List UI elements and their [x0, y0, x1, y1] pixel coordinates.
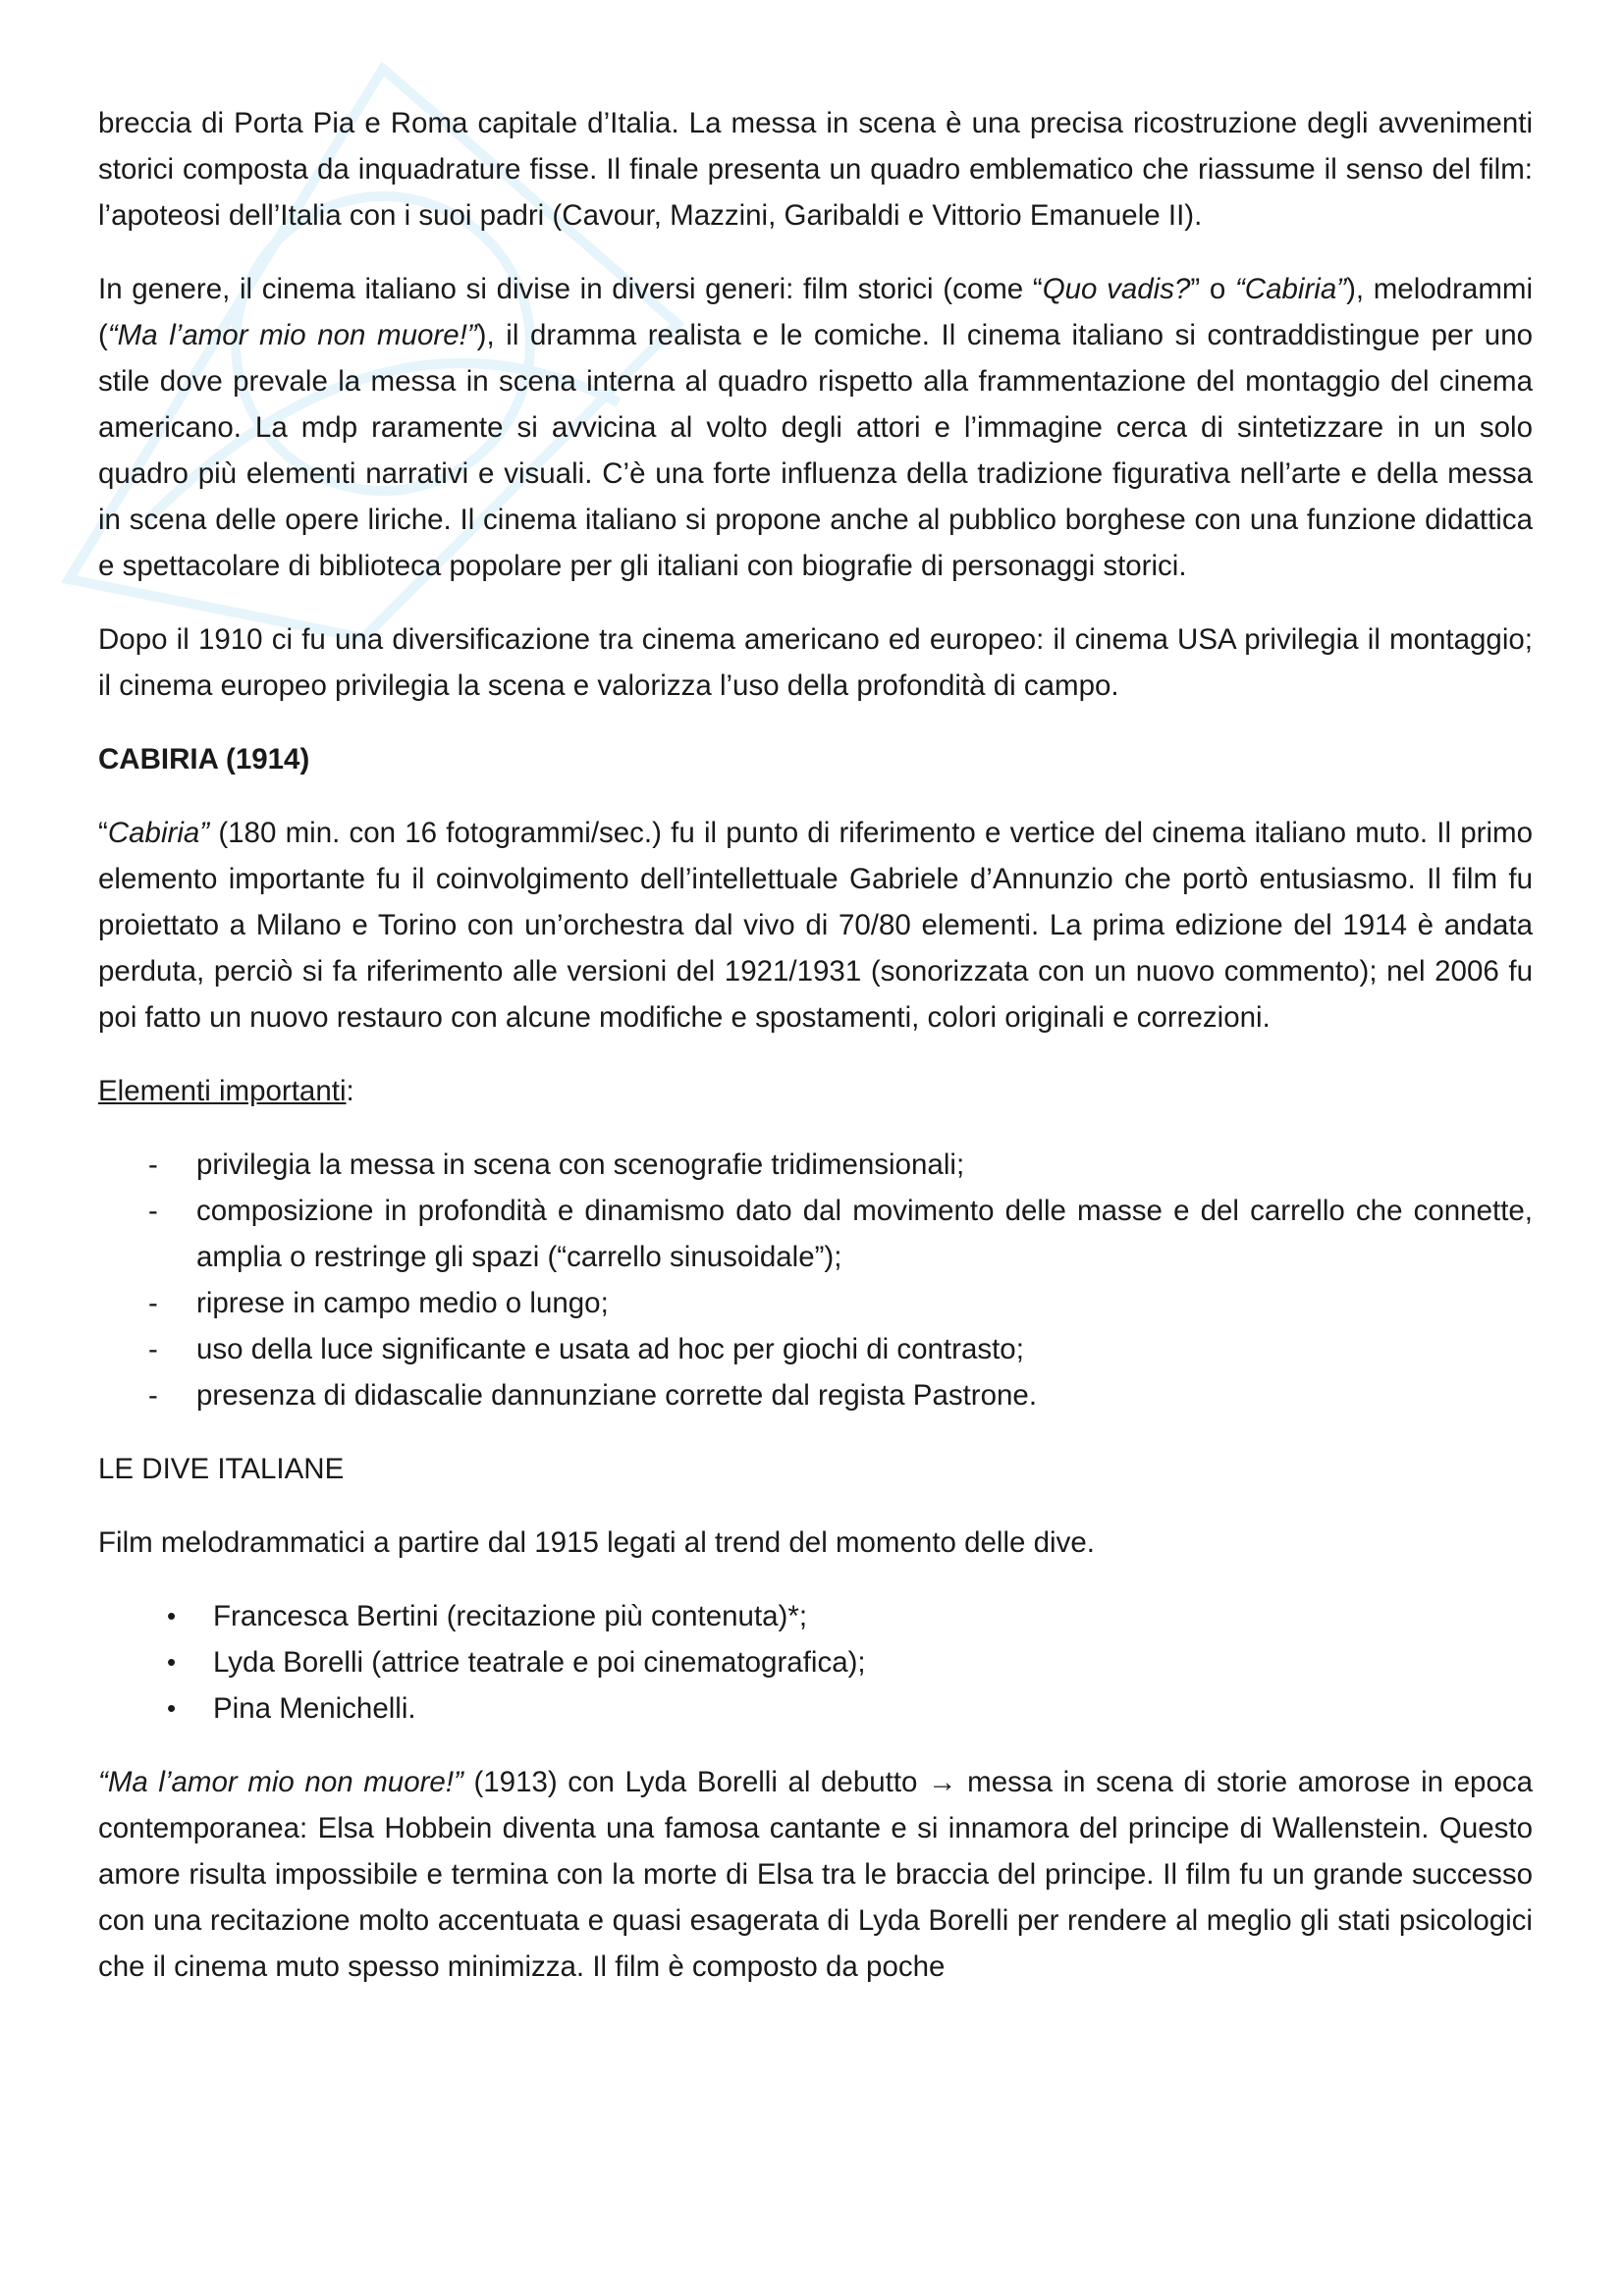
heading-cabiria: CABIRIA (1914)	[98, 743, 310, 775]
title-ma-lamor: “Ma l’amor mio non muore!”	[107, 319, 477, 351]
paragraph-dopo-1910: Dopo il 1910 ci fu una diversificazione tra cinema americano ed europeo: il cinema USA privilegia il montaggio; il cinema europeo privilegia la scena e valorizza l’uso della profondità di campo.	[98, 623, 1533, 702]
list-item: • Lyda Borelli (attrice teatrale e poi cinematografica);	[98, 1639, 1533, 1685]
list-item: - privilegia la messa in scena con scenografie tridimensionali;	[98, 1142, 1533, 1188]
elementi-list	[98, 1142, 1533, 1418]
text-run: In genere, il cinema italiano si divise in diversi generi: film storici (come “	[98, 273, 1043, 305]
list-item: - uso della luce significante e usata ad hoc per giochi di contrasto;	[98, 1326, 1533, 1372]
paragraph-film-melodrammatici: Film melodrammatici a partire dal 1915 legati al trend del momento delle dive.	[98, 1526, 1095, 1559]
list-item: - presenza di didascalie dannunziane corrette dal regista Pastrone.	[98, 1372, 1533, 1418]
document-page	[98, 100, 1533, 2017]
elementi-colon: :	[346, 1075, 354, 1107]
list-item: - composizione in profondità e dinamismo dato dal movimento delle masse e del carrello che connette, amplia o restringe gli spazi (“carrello sinusoidale”);	[98, 1188, 1533, 1280]
title-cabiria: “Cabiria”	[1234, 273, 1347, 305]
paragraph-cabiria	[98, 810, 1533, 1041]
title-cabiria: Cabiria”	[107, 817, 210, 849]
paragraph-ma-lamor	[98, 1759, 1533, 1990]
text-run: messa in scena di storie amorose in epoca contemporanea: Elsa Hobbein diventa una famosa cantante e si innamora del principe di Wallenstein. Questo amore risulta impossibile e termina con la morte di Elsa tra le braccia del principe. Il film fu un grande successo con una recitazione molto accentuata e quasi esagerata di Lyda Borelli per rendere al meglio gli stati psicologici che il cinema muto spesso minimizza. Il film è composto da poche	[98, 1766, 1534, 1983]
elementi-heading	[98, 1068, 1533, 1114]
arrow-right-icon: →	[928, 1766, 957, 1798]
text-run: ), melodrammi (	[98, 273, 1534, 351]
title-quo-vadis: Quo vadis?	[1042, 273, 1191, 305]
dive-list	[98, 1593, 1533, 1732]
text-run: (180 min. con 16 fotogrammi/sec.) fu il punto di riferimento e vertice del cinema italiano muto. Il primo elemento importante fu il coinvolgimento dell’intellettuale Gabriele d’Annunzio che portò entusiasmo. Il film fu proiettato a Milano e Torino con un’orchestra dal vivo di 70/80 elementi. La prima edizione del 1914 è andata perduta, perciò si fa riferimento alle versioni del 1921/1931 (sonorizzata con un nuovo commento); nel 2006 fu poi fatto un nuovo restauro con alcune modifiche e spostamenti, colori originali e correzioni.	[98, 817, 1533, 1034]
list-item: - riprese in campo medio o lungo;	[98, 1280, 1533, 1326]
text-run: ), il dramma realista e le comiche. Il cinema italiano si contraddistingue per uno stile dove prevale la messa in scena interna al quadro rispetto alla frammentazione del montaggio del cinema americano. La mdp raramente si avvicina al volto degli attori e l’immagine cerca di sintetizzare in un solo quadro più elementi narrativi e visuali. C’è una forte influenza della tradizione figurativa nell’arte e della messa in scena delle opere liriche. Il cinema italiano si propone anche al pubblico borghese con una funzione didattica e spettacolare di biblioteca popolare per gli italiani con biografie di personaggi storici.	[98, 319, 1534, 582]
paragraph-porta-pia: breccia di Porta Pia e Roma capitale d’Italia. La messa in scena è una precisa ricostruzione degli avvenimenti storici composta da inquadrature fisse. Il finale presenta un quadro emblematico che riassume il senso del film: l’apoteosi dell’Italia con i suoi padri (Cavour, Mazzini, Garibaldi e Vittorio Emanuele II).	[98, 107, 1533, 232]
text-run: “	[98, 817, 108, 849]
list-item: • Francesca Bertini (recitazione più contenuta)*;	[98, 1593, 1533, 1639]
text-run: (1913) con Lyda Borelli al debutto	[462, 1766, 929, 1798]
list-item: • Pina Menichelli.	[98, 1685, 1533, 1732]
paragraph-generi	[98, 266, 1533, 589]
heading-dive-italiane: LE DIVE ITALIANE	[98, 1453, 345, 1485]
text-run: ” o	[1190, 273, 1235, 305]
title-ma-lamor: “Ma l’amor mio non muore!”	[98, 1766, 463, 1798]
elementi-label: Elementi importanti	[98, 1075, 347, 1107]
